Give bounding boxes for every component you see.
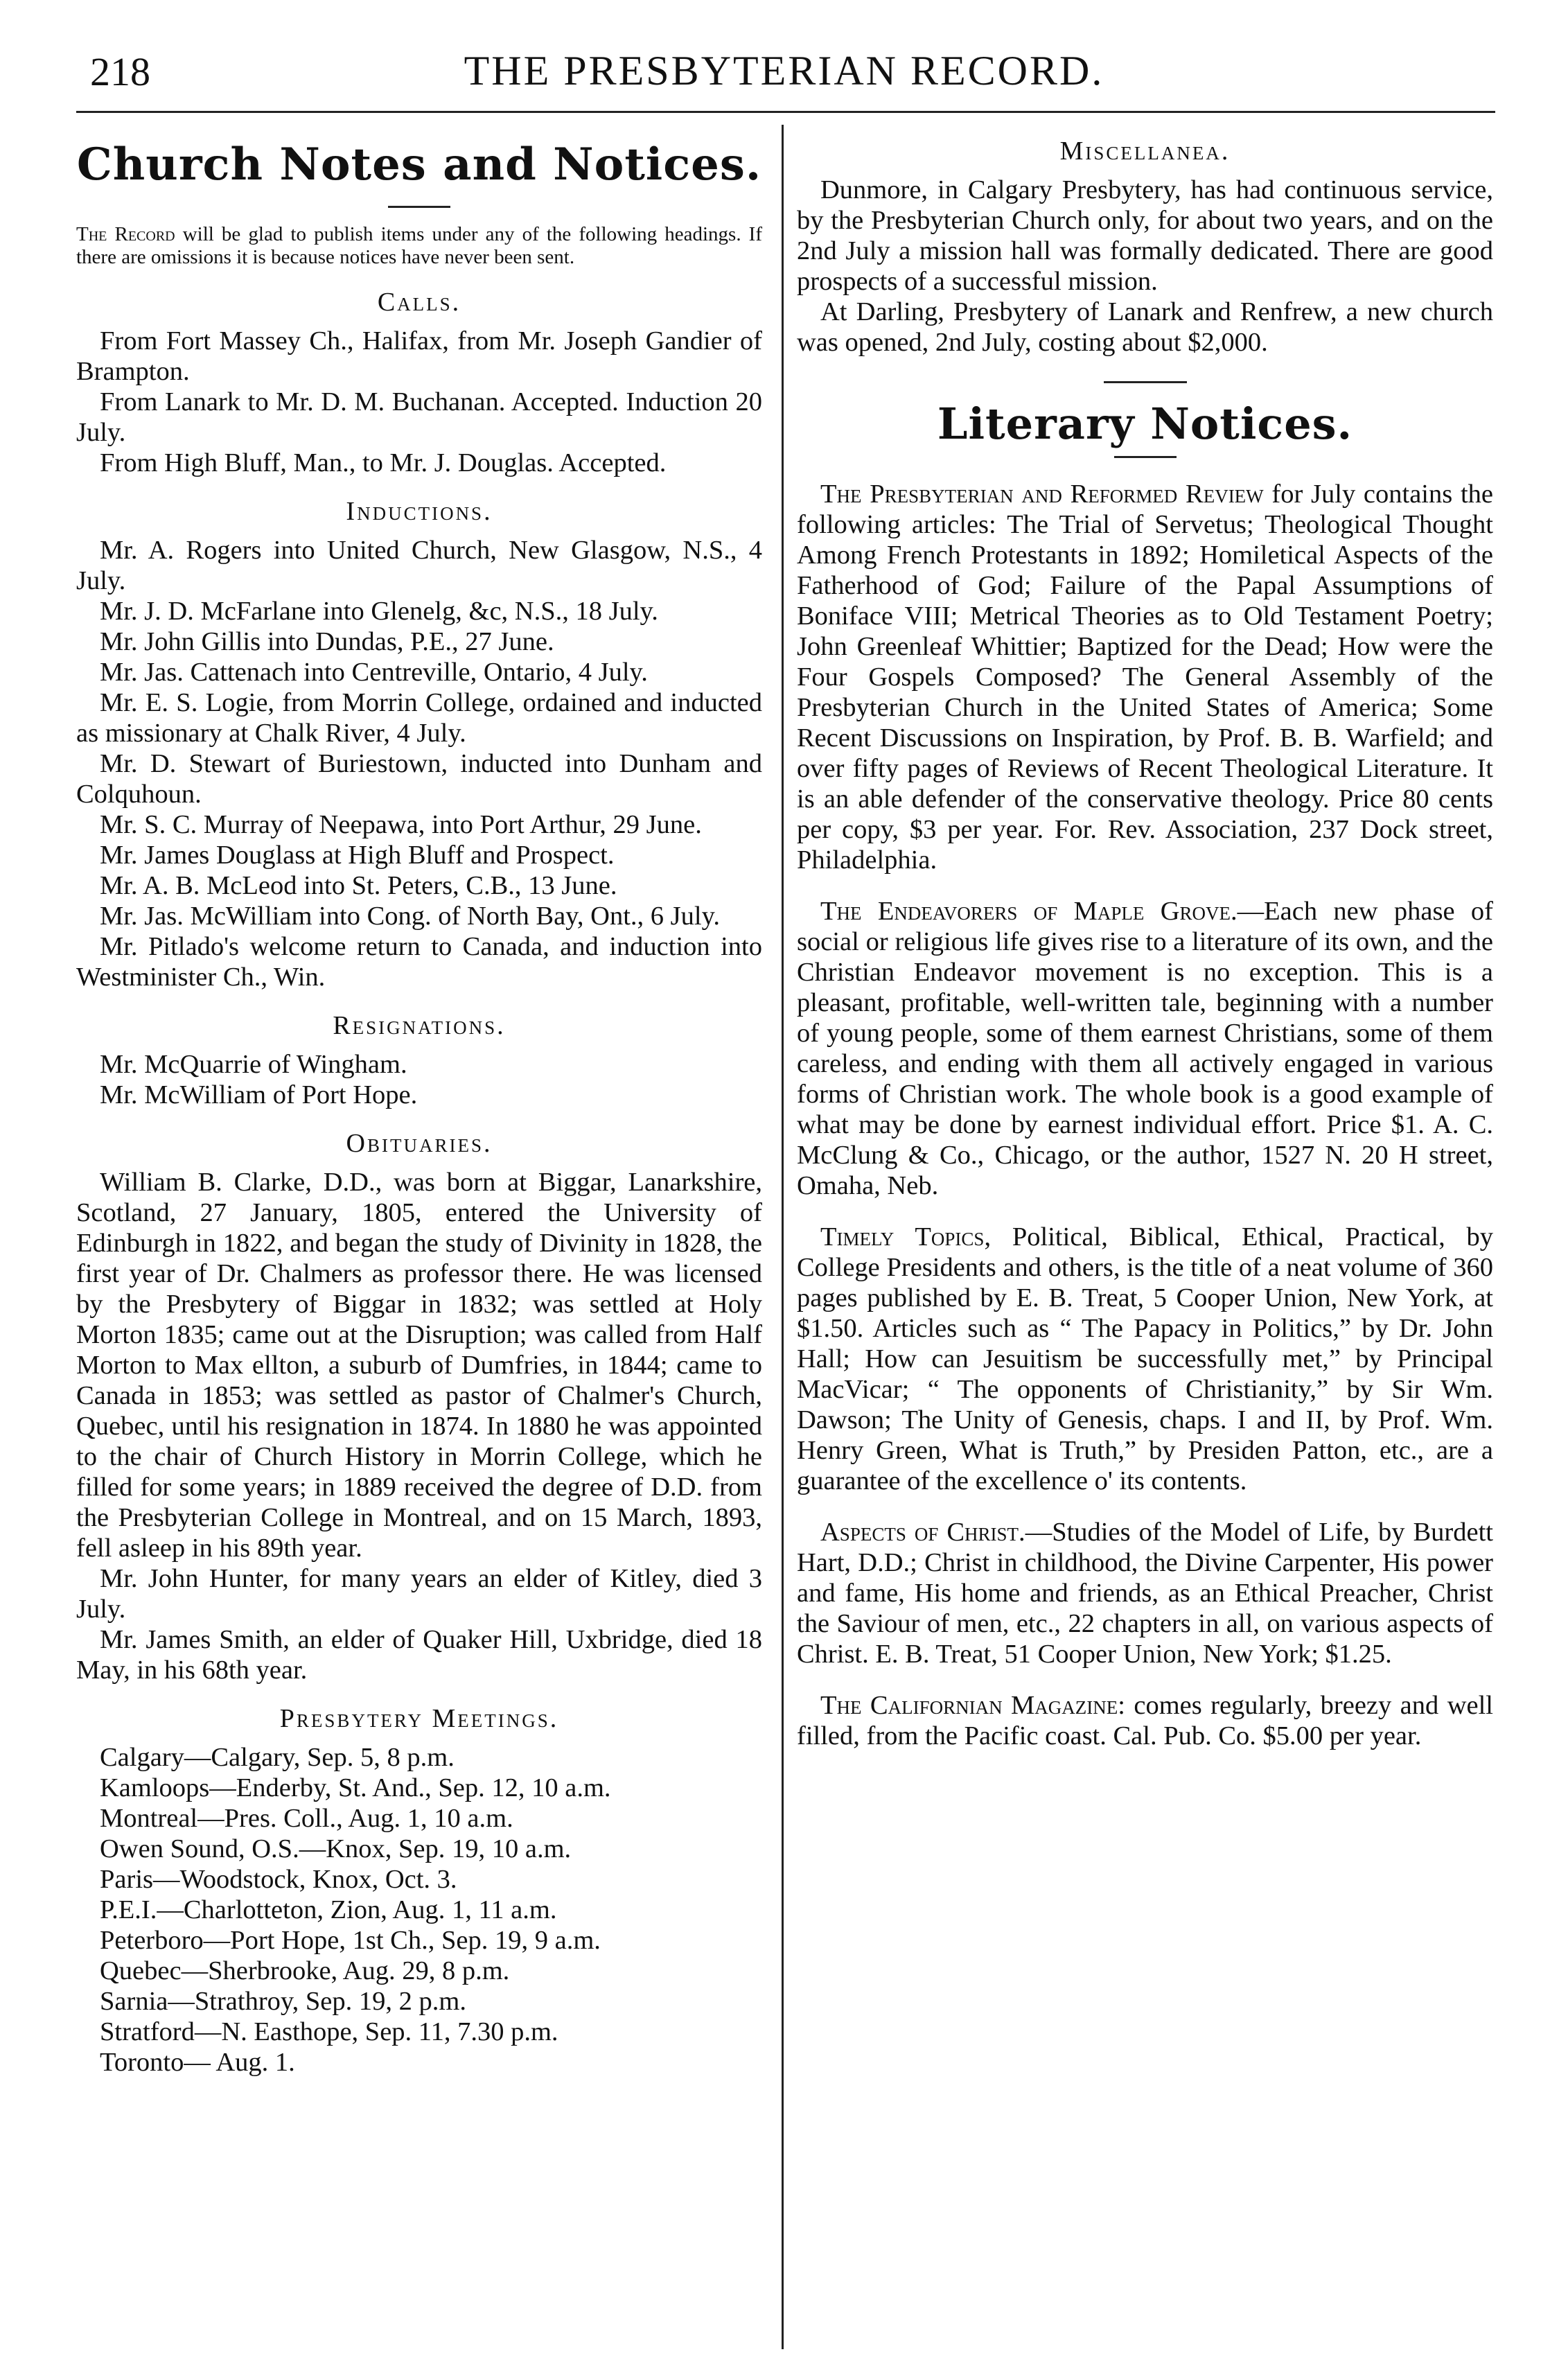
obituaries-heading: Obituaries. [346,1129,493,1158]
obituary-item: Mr. John Hunter, for many years an elder of Kitley, died 3 July. [76,1564,762,1624]
inductions-list [76,535,762,992]
meeting-item: Stratford—N. Easthope, Sep. 11, 7.30 p.m. [100,2017,558,2046]
meeting-item: Calgary—Calgary, Sep. 5, 8 p.m. [100,1743,455,1772]
review-text: —Studies of the Model of Life, by Burdett Hart, D.D.; Christ in childhood, the Divine Carpenter, His power and fame, His home and friends, as an Ethical Preacher, Christ the Saviour of men, etc., 22 chapters in all, on various aspects of Christ. E. B. Treat, 51 Cooper Union, New York; $1.25. [797,1518,1493,1669]
meeting-item: P.E.I.—Charlotteton, Zion, Aug. 1, 11 a.m. [100,1895,557,1924]
section-dash [1104,381,1187,383]
running-title: THE PRESBYTERIAN RECORD. [464,48,1104,94]
review-paragraph [797,479,1493,875]
miscellanea-item: At Darling, Presbytery of Lanark and Renfrew, a new church was opened, 2nd July, costing about $2,000. [797,297,1493,357]
review-text: Political, Biblical, Ethical, Practical, by College Presidents and others, is the title of a neat volume of 360 pages published by E. B. Treat, 5 Cooper Union, New York, at $1.50. Articles such as “ The Papacy in Politics,” by Dr. John Hall; How can Jesuitism be successfully met,” by Principal MacVicar; “ The opponents of Christianity,” by Sir Wm. Dawson; The Unity of Genesis, chaps. I and II, by Prof. Wm. Henry Green, What is Truth,” by Presiden Patton, etc., are a guarantee of the excellence o' its contents. [797,1222,1493,1495]
meeting-item: Paris—Woodstock, Knox, Oct. 3. [100,1865,457,1894]
literary-dash [1114,456,1177,458]
meeting-item: Toronto— Aug. 1. [100,2048,295,2077]
notice-text: will be glad to publish items under any of the following headings. If there are omissions it is because notices have never been sent. [76,223,762,268]
meeting-item: Owen Sound, O.S.—Knox, Sep. 19, 10 a.m. [100,1834,572,1863]
review-lead: Timely Topics, [820,1222,992,1252]
review-paragraph [797,896,1493,1201]
obituaries-list [76,1167,762,1685]
review-gap [797,875,1493,896]
induction-item: Mr. D. Stewart of Buriestown, inducted into Dunham and Colquhoun. [76,749,762,809]
call-item: From Lanark to Mr. D. M. Buchanan. Accepted. Induction 20 July. [76,387,762,447]
induction-item: Mr. A. Rogers into United Church, New Glasgow, N.S., 4 July. [76,536,762,595]
induction-item: Mr. E. S. Logie, from Morrin College, ordained and inducted as missionary at Chalk River, 4 July. [76,688,762,748]
miscellanea-item: Dunmore, in Calgary Presbytery, has had continuous service, by the Presbyterian Church only, for about two years, and on the 2nd July a mission hall was formally dedicated. There are good prospects of a successful mission. [797,175,1493,296]
meeting-item: Kamloops—Enderby, St. And., Sep. 12, 10 a.m. [100,1773,611,1802]
call-item: From Fort Massey Ch., Halifax, from Mr. Joseph Gandier of Brampton. [76,326,762,386]
review-lead: Aspects of Christ. [820,1518,1025,1547]
review-paragraph [797,1517,1493,1669]
review-gap [797,1496,1493,1517]
resignations-list [76,1049,762,1110]
editorial-notice [76,223,762,269]
church-notes-title: Church Notes and Notices. [76,139,762,191]
review-paragraph [797,1690,1493,1751]
review-lead: The Californian Magazine: [820,1691,1125,1720]
review-paragraph [797,1222,1493,1496]
miscellanea-heading: Miscellanea. [1059,137,1231,166]
review-lead: The Endeavorers of Maple Grove. [820,897,1237,926]
induction-item: Mr. Pitlado's welcome return to Canada, and induction into Westminister Ch., Win. [76,932,762,992]
meetings-heading: Presbytery Meetings. [279,1704,559,1733]
review-gap [797,1669,1493,1690]
induction-item: Mr. J. D. McFarlane into Glenelg, &c, N.S., 18 July. [100,597,658,626]
left-column [76,132,762,2078]
meeting-item: Quebec—Sherbrooke, Aug. 29, 8 p.m. [100,1956,510,1985]
meeting-item: Montreal—Pres. Coll., Aug. 1, 10 a.m. [100,1804,513,1833]
induction-item: Mr. Jas. McWilliam into Cong. of North Bay, Ont., 6 July. [100,902,720,931]
calls-list [76,326,762,478]
literary-notices-title: Literary Notices. [937,398,1353,449]
obituary-item: William B. Clarke, D.D., was born at Biggar, Lanarkshire, Scotland, 27 January, 1805, entered the University of Edinburgh in 1822, and began the study of Divinity in 1828, the first year of Dr. Chalmers as professor there. He was licensed by the Presbytery of Biggar in 1832; was settled at Holy Morton 1835; came out at the Disruption; was called from Half Morton to Max ellton, a suburb of Dumfries, in 1844; came to Canada in 1853; was settled as pastor of Chalmer's Church, Quebec, until his resignation in 1874. In 1880 he was appointed to the chair of Church History in Morrin College, which he filled for some years; in 1889 received the degree of D.D. from the Presbyterian College in Montreal, and on 15 March, 1893, fell asleep in his 89th year. [76,1168,762,1563]
meeting-item: Peterboro—Port Hope, 1st Ch., Sep. 19, 9 a.m. [100,1926,601,1955]
resignations-heading: Resignations. [333,1011,506,1040]
induction-item: Mr. S. C. Murray of Neepawa, into Port Arthur, 29 June. [100,810,702,839]
resignation-item: Mr. McQuarrie of Wingham. [100,1050,407,1079]
resignation-item: Mr. McWilliam of Port Hope. [100,1080,418,1109]
meetings-list [76,1742,762,2078]
induction-item: Mr. Jas. Cattenach into Centreville, Ontario, 4 July. [100,658,648,687]
notice-lead: The Record [76,223,175,245]
call-item: From High Bluff, Man., to Mr. J. Douglas. Accepted. [100,448,667,477]
calls-heading: Calls. [377,288,461,317]
title-dash [388,206,450,208]
column-divider [782,125,784,2349]
obituary-item: Mr. James Smith, an elder of Quaker Hill, Uxbridge, died 18 May, in his 68th year. [76,1625,762,1685]
review-gap [797,1201,1493,1222]
page-number: 218 [90,49,150,94]
review-text: for July contains the following articles: The Trial of Servetus; Theological Thought Among French Protestants in 1892; Homiletical Aspects of the Fatherhood of God; Failure of the Papal Assumptions of Boniface VIII; Metrical Theories as to Old Testament Poetry; John Greenleaf Whittier; Baptized for the Dead; How were the Four Gospels Composed? The General Assembly of the Presbyterian Church in the United States of America; Some Recent Discussions on Inspiration, by Prof. B. B. Warfield; and over fifty pages of Reviews of Recent Theological Literature. It is an able defender of the conservative theology. Price 80 cents per copy, $3 per year. For. Rev. Association, 237 Dock street, Philadelphia. [797,480,1493,875]
review-text: —Each new phase of social or religious life gives rise to a literature of its own, and the Christian Endeavor movement is no exception. This is a pleasant, profitable, well-written tale, beginning with a number of young people, some of them earnest Christians, some of them careless, and ending with them all actively engaged in various forms of Christian work. The whole book is a good example of what may be done by earnest individual effort. Price $1. A. C. McClung & Co., Chicago, or the author, 1527 N. 20 H street, Omaha, Neb. [797,897,1493,1200]
miscellanea-list [797,175,1493,358]
induction-item: Mr. A. B. McLeod into St. Peters, C.B., 13 June. [100,871,617,900]
induction-item: Mr. John Gillis into Dundas, P.E., 27 June. [100,627,554,656]
review-lead: The Presbyterian and Reformed Review [820,480,1264,509]
right-column [797,132,1493,1751]
reviews-list [797,479,1493,1751]
review-text: comes regularly, breezy and well filled, from the Pacific coast. Cal. Pub. Co. $5.00 per year. [797,1691,1493,1750]
inductions-heading: Inductions. [346,497,493,526]
page-header [0,42,1568,104]
meeting-item: Sarnia—Strathroy, Sep. 19, 2 p.m. [100,1987,466,2016]
header-rule [76,111,1495,113]
induction-item: Mr. James Douglass at High Bluff and Prospect. [100,841,615,870]
